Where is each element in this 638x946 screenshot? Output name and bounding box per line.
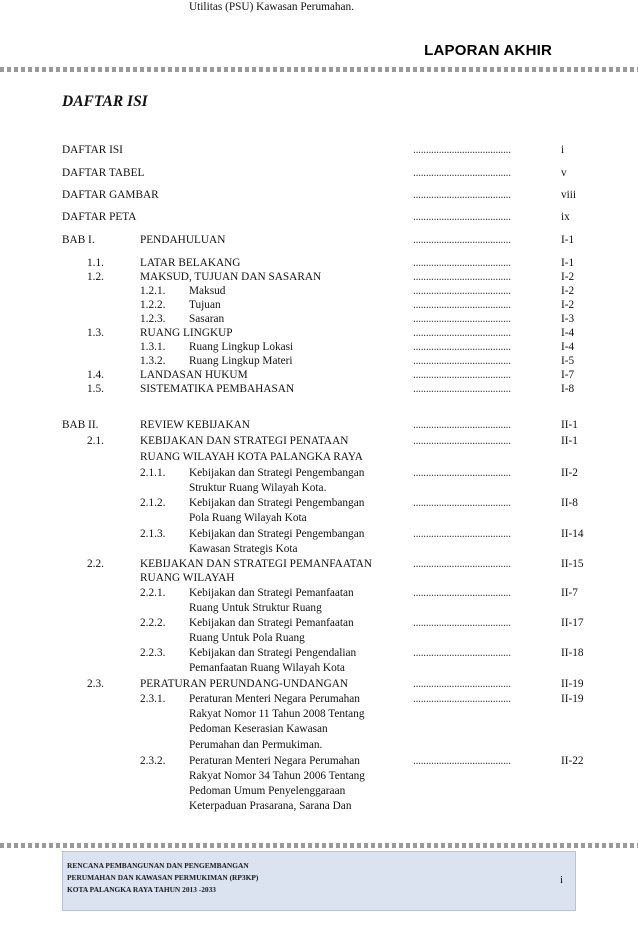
toc-row: [0, 466, 638, 481]
toc-row: [0, 722, 638, 737]
toc-leader-dots: ......................................: [413, 313, 511, 325]
toc-title[interactable]: Sasaran: [189, 313, 225, 325]
toc-page-number: i: [561, 144, 565, 156]
toc-page-number: I-1: [561, 257, 575, 269]
toc-leader-dots: ......................................: [413, 558, 511, 570]
toc-title[interactable]: REVIEW KEBIJAKAN: [140, 419, 250, 431]
toc-title[interactable]: Rakyat Nomor 11 Tahun 2008 Tentang: [189, 708, 365, 720]
toc-row: [0, 571, 638, 586]
toc-leader-dots: ......................................: [413, 617, 511, 629]
toc-leader-dots: ......................................: [413, 271, 511, 283]
toc-title[interactable]: Kebijakan dan Strategi Pengembangan: [189, 528, 365, 540]
toc-page-number: II-7: [561, 587, 578, 599]
toc-page-number: II-14: [561, 528, 584, 540]
toc-row: [0, 738, 638, 753]
toc-title[interactable]: Kebijakan dan Strategi Pengendalian: [189, 647, 357, 659]
toc-page-number: II-17: [561, 617, 584, 629]
toc-row: [0, 0, 638, 15]
toc-leader-dots: ......................................: [413, 467, 511, 479]
toc-row: [0, 340, 638, 355]
toc-title[interactable]: Pemanfaatan Ruang Wilayah Kota: [189, 662, 345, 674]
footer-dotted-rule: [0, 843, 638, 848]
toc-title[interactable]: Kebijakan dan Strategi Pengembangan: [189, 497, 365, 509]
toc-leader-dots: ......................................: [413, 144, 511, 156]
toc-row: [0, 298, 638, 313]
footer-line-3: KOTA PALANGKA RAYA TAHUN 2013 -2033: [67, 885, 216, 894]
footer-line-1: RENCANA PEMBANGUNAN DAN PENGEMBANGAN: [67, 861, 249, 870]
toc-leader-dots: ......................................: [413, 167, 511, 179]
toc-page-number: I-5: [561, 355, 575, 367]
toc-title[interactable]: Pola Ruang Wilayah Kota: [189, 512, 307, 524]
toc-leader-dots: ......................................: [413, 587, 511, 599]
toc-subnumber: 1.2.2.: [140, 299, 166, 311]
toc-page-number: II-15: [561, 558, 584, 570]
page-heading: DAFTAR ISI: [62, 93, 148, 110]
toc-title[interactable]: RUANG WILAYAH: [140, 572, 235, 584]
toc-leader-dots: ......................................: [413, 285, 511, 297]
toc-number: BAB II.: [62, 419, 99, 431]
toc-number: DAFTAR GAMBAR: [62, 189, 159, 201]
toc-page-number: II-1: [561, 435, 578, 447]
toc-row: [0, 354, 638, 369]
toc-title[interactable]: Pedoman Umum Penyelenggaraan: [189, 785, 346, 797]
toc-title[interactable]: Utilitas (PSU) Kawasan Perumahan.: [189, 1, 355, 13]
toc-page-number: II-8: [561, 497, 578, 509]
toc-page-number: II-19: [561, 678, 584, 690]
toc-title[interactable]: KEBIJAKAN DAN STRATEGI PEMANFAATAN: [140, 558, 373, 570]
toc-row: [0, 692, 638, 707]
toc-number: 2.1.: [87, 435, 104, 447]
toc-page-number: ix: [561, 211, 570, 223]
toc-subnumber: 2.1.1.: [140, 467, 166, 479]
toc-row: [0, 382, 638, 397]
toc-title[interactable]: Kawasan Strategis Kota: [189, 543, 298, 555]
toc-row: [0, 707, 638, 722]
toc-number: 1.1.: [87, 257, 104, 269]
toc-row: [0, 677, 638, 692]
toc-row: [0, 646, 638, 661]
toc-page-number: I-3: [561, 313, 575, 325]
toc-page-number: v: [561, 167, 567, 179]
toc-page-number: viii: [561, 189, 577, 201]
toc-subnumber: 2.2.2.: [140, 617, 166, 629]
toc-row: [0, 270, 638, 285]
toc-leader-dots: ......................................: [413, 327, 511, 339]
toc-leader-dots: ......................................: [413, 299, 511, 311]
toc-row: [0, 496, 638, 511]
toc-subnumber: 1.2.3.: [140, 313, 166, 325]
toc-subnumber: 2.2.1.: [140, 587, 166, 599]
toc-title[interactable]: LATAR BELAKANG: [140, 257, 241, 269]
toc-page-number: II-22: [561, 755, 584, 767]
toc-page-number: II-19: [561, 693, 584, 705]
toc-page-number: II-18: [561, 647, 584, 659]
toc-leader-dots: ......................................: [413, 755, 511, 767]
toc-leader-dots: ......................................: [413, 678, 511, 690]
toc-title[interactable]: PENDAHULUAN: [140, 234, 226, 246]
toc-leader-dots: ......................................: [413, 355, 511, 367]
toc-page-number: II-1: [561, 419, 578, 431]
toc-title[interactable]: Struktur Ruang Wilayah Kota.: [189, 482, 327, 494]
toc-row: [0, 188, 638, 203]
toc-page-number: I-1: [561, 234, 575, 246]
toc-number: DAFTAR TABEL: [62, 167, 145, 179]
toc-row: [0, 312, 638, 327]
toc-row: [0, 769, 638, 784]
toc-row: [0, 601, 638, 616]
footer-line-2: PERUMAHAN DAN KAWASAN PERMUKIMAN (RP3KP): [67, 873, 259, 882]
toc-title[interactable]: SISTEMATIKA PEMBAHASAN: [140, 383, 295, 395]
toc-row: [0, 233, 638, 248]
toc-page-number: I-7: [561, 369, 575, 381]
toc-row: [0, 661, 638, 676]
toc-page-number: I-4: [561, 341, 575, 353]
toc-row: [0, 631, 638, 646]
toc-subnumber: 1.3.1.: [140, 341, 166, 353]
toc-page-number: I-2: [561, 299, 575, 311]
toc-title[interactable]: Ruang Untuk Pola Ruang: [189, 632, 305, 644]
toc-page-number: I-2: [561, 285, 575, 297]
toc-row: [0, 799, 638, 814]
toc-title[interactable]: Ruang Lingkup Lokasi: [189, 341, 294, 353]
toc-row: [0, 557, 638, 572]
toc-title[interactable]: Perumahan dan Permukiman.: [189, 739, 323, 751]
toc-title[interactable]: MAKSUD, TUJUAN DAN SASARAN: [140, 271, 322, 283]
toc-number: BAB I.: [62, 234, 95, 246]
toc-title[interactable]: Ruang Lingkup Materi: [189, 355, 293, 367]
toc-leader-dots: ......................................: [413, 369, 511, 381]
toc-number: DAFTAR ISI: [62, 144, 123, 156]
toc-number: 2.2.: [87, 558, 104, 570]
toc-number: DAFTAR PETA: [62, 211, 137, 223]
toc-title[interactable]: KEBIJAKAN DAN STRATEGI PENATAAN: [140, 435, 349, 447]
toc-title[interactable]: Pedoman Keserasian Kawasan: [189, 723, 328, 735]
toc-leader-dots: ......................................: [413, 383, 511, 395]
toc-title[interactable]: Kebijakan dan Strategi Pengembangan: [189, 467, 365, 479]
toc-leader-dots: ......................................: [413, 257, 511, 269]
toc-page-number: II-2: [561, 467, 578, 479]
toc-row: [0, 586, 638, 601]
toc-leader-dots: ......................................: [413, 647, 511, 659]
toc-title[interactable]: Keterpaduan Prasarana, Sarana Dan: [189, 800, 352, 812]
toc-number: 1.2.: [87, 271, 104, 283]
toc-number: 2.3.: [87, 678, 104, 690]
toc-title[interactable]: Rakyat Nomor 34 Tahun 2006 Tentang: [189, 770, 365, 782]
toc-row: [0, 450, 638, 465]
toc-row: [0, 210, 638, 225]
toc-leader-dots: ......................................: [413, 693, 511, 705]
toc-leader-dots: ......................................: [413, 435, 511, 447]
toc-page-number: I-2: [561, 271, 575, 283]
toc-row: [0, 511, 638, 526]
toc-row: [0, 434, 638, 449]
toc-row: [0, 368, 638, 383]
footer-box: [62, 851, 576, 911]
toc-title[interactable]: PERATURAN PERUNDANG-UNDANGAN: [140, 678, 349, 690]
toc-leader-dots: ......................................: [413, 528, 511, 540]
toc-row: [0, 166, 638, 181]
toc-title[interactable]: RUANG LINGKUP: [140, 327, 233, 339]
toc-title[interactable]: LANDASAN HUKUM: [140, 369, 248, 381]
toc-row: [0, 284, 638, 299]
toc-subnumber: 2.3.2.: [140, 755, 166, 767]
toc-number: 1.3.: [87, 327, 104, 339]
toc-subnumber: 1.3.2.: [140, 355, 166, 367]
toc-subnumber: 2.1.3.: [140, 528, 166, 540]
toc-number: 1.4.: [87, 369, 104, 381]
toc-leader-dots: ......................................: [413, 211, 511, 223]
toc-title[interactable]: Ruang Untuk Struktur Ruang: [189, 602, 322, 614]
toc-row: [0, 754, 638, 769]
report-header-title: LAPORAN AKHIR: [424, 42, 552, 59]
toc-leader-dots: ......................................: [413, 234, 511, 246]
toc-subnumber: 2.2.3.: [140, 647, 166, 659]
toc-leader-dots: ......................................: [413, 497, 511, 509]
toc-row: [0, 418, 638, 433]
toc-leader-dots: ......................................: [413, 419, 511, 431]
toc-title[interactable]: Kebijakan dan Strategi Pemanfaatan: [189, 617, 354, 629]
toc-subnumber: 2.3.1.: [140, 693, 166, 705]
toc-page-number: I-8: [561, 383, 575, 395]
toc-title[interactable]: Maksud: [189, 285, 226, 297]
toc-row: [0, 527, 638, 542]
toc-subnumber: 2.1.2.: [140, 497, 166, 509]
toc-number: 1.5.: [87, 383, 104, 395]
toc-subnumber: 1.2.1.: [140, 285, 166, 297]
toc-title[interactable]: Kebijakan dan Strategi Pemanfaatan: [189, 587, 354, 599]
toc-row: [0, 481, 638, 496]
toc-page-number: I-4: [561, 327, 575, 339]
footer-page-number: i: [559, 874, 563, 886]
toc-row: [0, 616, 638, 631]
toc-row: [0, 143, 638, 158]
toc-row: [0, 256, 638, 271]
toc-title[interactable]: Tujuan: [189, 299, 221, 311]
toc-title[interactable]: RUANG WILAYAH KOTA PALANGKA RAYA: [140, 451, 363, 463]
toc-title[interactable]: Peraturan Menteri Negara Perumahan: [189, 755, 360, 767]
toc-row: [0, 784, 638, 799]
toc-row: [0, 326, 638, 341]
toc-row: [0, 542, 638, 557]
toc-leader-dots: ......................................: [413, 189, 511, 201]
toc-title[interactable]: Peraturan Menteri Negara Perumahan: [189, 693, 360, 705]
toc-leader-dots: ......................................: [413, 341, 511, 353]
